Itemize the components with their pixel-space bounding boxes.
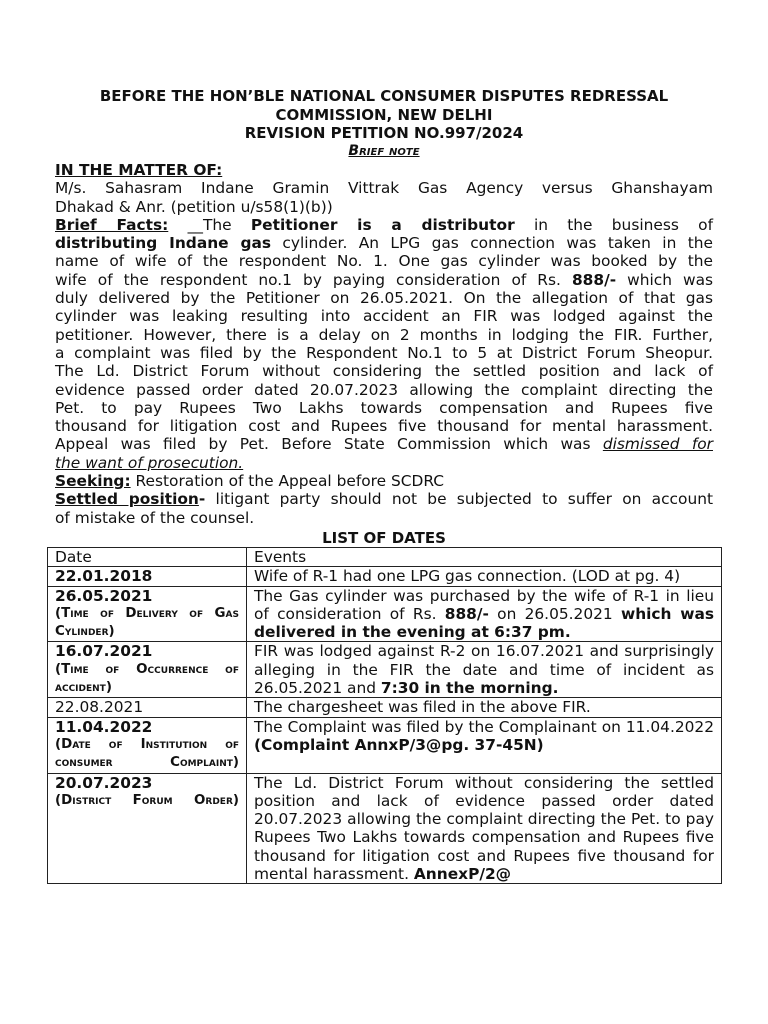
facts-line-2 [55, 234, 713, 252]
row-event-cell [247, 773, 722, 884]
row-date: 26.05.2021 [55, 586, 153, 605]
row-date: 20.07.2023 [55, 773, 153, 792]
event-text: The Gas cylinder was purchased by the wife of R-1 in lieu of consideration of Rs. [254, 586, 714, 623]
table-row [48, 586, 722, 642]
row-date: 22.01.2018 [55, 567, 153, 586]
facts-line-12: thousand for litigation cost and Rupees five thousand for mental harassment. [55, 417, 713, 436]
table-row [48, 642, 722, 698]
facts-text: __The [168, 215, 251, 234]
row-date-cell [48, 642, 247, 698]
table-header-events: Events [247, 548, 722, 567]
facts-line-4 [55, 271, 713, 289]
row-event-cell [247, 717, 722, 773]
table-row [48, 773, 722, 884]
event-text: FIR was lodged against R-2 on 16.07.2021 and surprisingly alleging in the FIR the date and time of incident as 26.05.2021 and [254, 642, 714, 698]
facts-line-3: name of wife of the respondent No. 1. One gas cylinder was booked by the [55, 252, 713, 271]
brief-note-title: Brief note [348, 143, 420, 159]
matter-label: IN THE MATTER OF: [55, 161, 223, 179]
facts-line-5: duly delivered by the Petitioner on 26.05.2021. On the allegation of that gas [55, 289, 713, 308]
row-date-subtitle: (District Forum Order) [55, 792, 239, 808]
seeking-line [55, 472, 713, 490]
seeking-text: Restoration of the Appeal before SCDRC [130, 472, 445, 491]
settled-dash: - [198, 490, 206, 509]
facts-italic: dismissed for [602, 435, 713, 454]
event-emphasis: 7:30 in the morning. [380, 679, 559, 698]
document-heading [40, 87, 728, 143]
facts-line-6: cylinder was leaking resulting into accident an FIR was lodged against the [55, 307, 713, 326]
facts-emphasis: distributing Indane gas [55, 234, 272, 253]
facts-italic: the want of prosecution. [55, 453, 244, 472]
facts-line-11: Pet. to pay Rupees Two Lakhs towards compensation and Rupees five [55, 398, 713, 417]
facts-emphasis: 888/- [571, 270, 617, 289]
body-text [55, 161, 713, 527]
facts-line-8: a complaint was filed by the Respondent No.1 to 5 at District Forum Sheopur. [55, 343, 713, 362]
list-of-dates-table [47, 547, 722, 884]
row-date-subtitle: (Time of Occurrence of accident) [55, 661, 239, 696]
event-emphasis: which was delivered in the evening at 6:37 pm. [254, 604, 715, 642]
facts-text: which was [616, 270, 714, 289]
facts-line-9: The Ld. District Forum without considering the settled position and lack of [55, 362, 713, 381]
facts-line-10: evidence passed order dated 20.07.2023 allowing the complaint directing the [55, 380, 713, 399]
table-row [48, 717, 722, 773]
heading-line-3: REVISION PETITION NO.997/2024 [244, 124, 524, 142]
row-event-cell [247, 642, 722, 698]
table-header-row [48, 548, 722, 567]
heading-line-1: BEFORE THE HON’BLE NATIONAL CONSUMER DISPUTES REDRESSAL [99, 87, 669, 105]
facts-text: cylinder. An LPG gas connection was taken in the [271, 234, 713, 253]
facts-line-13 [55, 435, 713, 453]
matter-line-1: M/s. Sahasram Indane Gramin Vittrak Gas Agency versus Ghanshayam [55, 179, 713, 198]
matter-line-2: Dhakad & Anr. (petition u/s58(1)(b)) [55, 197, 333, 216]
facts-label: Brief Facts: [55, 215, 169, 234]
event-text: The Ld. District Forum without considering the settled position and lack of evidence passed order dated 20.07.2023 allowing the complaint directing the Pet. to pay Rupees Two Lakhs towards compensation and Rupees five thousand for litigation cost and Rupees five thousand for mental harassment. [254, 773, 714, 884]
row-date-cell [48, 567, 247, 586]
facts-line-7: petitioner. However, there is a delay on 2 months in lodging the FIR. Further, [55, 325, 713, 344]
event-emphasis: (Complaint AnnxP/3@pg. 37-45N) [254, 735, 544, 754]
facts-text: Appeal was filed by Pet. Before State Commission which was [55, 435, 603, 454]
table-row [48, 698, 722, 717]
list-of-dates-title: LIST OF DATES [322, 529, 446, 547]
event-emphasis: AnnexP/2@ [413, 865, 512, 884]
row-date-cell [48, 717, 247, 773]
row-event-cell: The chargesheet was filed in the above FIR. [247, 698, 722, 717]
event-text: on 26.05.2021 [488, 604, 621, 623]
heading-line-2: COMMISSION, NEW DELHI [275, 105, 493, 124]
settled-text: litigant party should not be subjected to suffer on account [205, 490, 713, 509]
table-header-date: Date [48, 548, 247, 567]
row-date-cell [48, 586, 247, 642]
facts-emphasis: Petitioner is a distributor [250, 215, 515, 234]
row-date: 11.04.2022 [55, 717, 153, 736]
row-date-subtitle: (Time of Delivery of Gas Cylinder) [55, 605, 239, 640]
settled-line-1 [55, 490, 713, 508]
settled-line-2: of mistake of the counsel. [55, 508, 255, 527]
facts-line-14 [55, 454, 713, 472]
row-date-cell [48, 773, 247, 884]
event-emphasis: 888/- [444, 604, 489, 623]
row-event-cell: Wife of R-1 had one LPG gas connection. (LOD at pg. 4) [247, 567, 722, 586]
row-event-cell [247, 586, 722, 642]
event-text: The Complaint was filed by the Complainant on 11.04.2022 [254, 717, 714, 736]
facts-text: in the business of [514, 215, 713, 234]
seeking-label: Seeking: [55, 472, 131, 491]
facts-text: wife of the respondent no.1 by paying consideration of Rs. [55, 270, 572, 289]
row-date: 16.07.2021 [55, 642, 153, 661]
facts-line-1 [55, 216, 713, 234]
row-date-subtitle: (Date of Institution of consumer Complaint) [55, 736, 239, 771]
table-row [48, 567, 722, 586]
row-date-cell: 22.08.2021 [48, 698, 247, 717]
settled-label: Settled position [55, 490, 199, 509]
